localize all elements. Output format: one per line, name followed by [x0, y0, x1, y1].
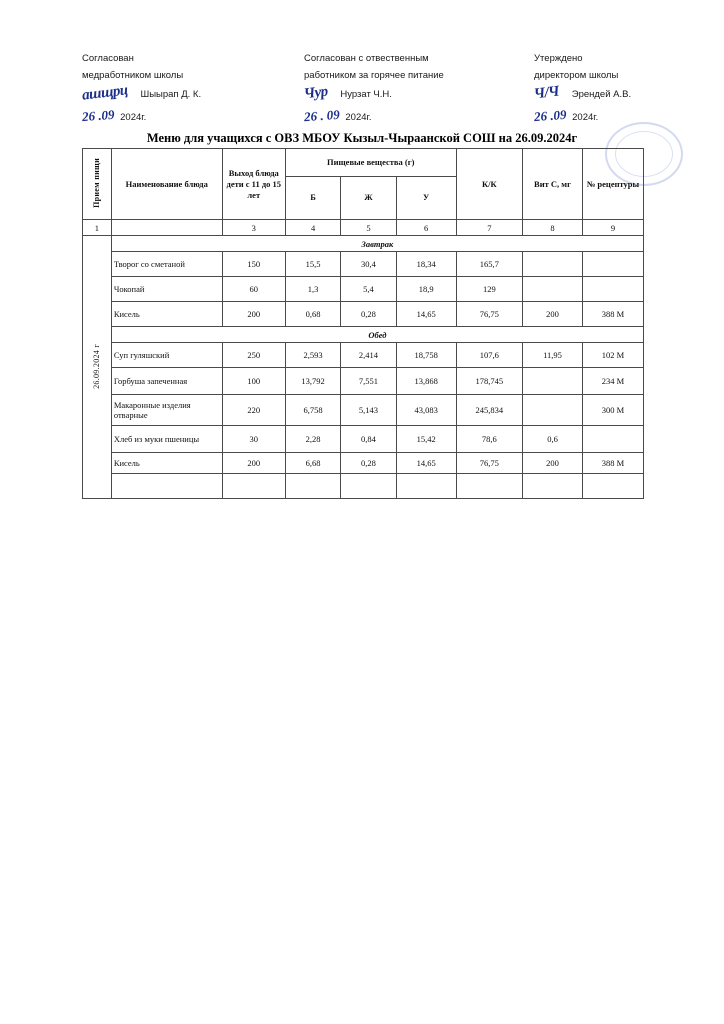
dish-kk: 78,6 — [456, 426, 523, 453]
dish-yield: 220 — [222, 395, 285, 426]
dish-kk: 76,75 — [456, 302, 523, 327]
table-row — [83, 453, 644, 474]
dish-protein: 2,28 — [285, 426, 340, 453]
col-number-8: 8 — [523, 220, 583, 236]
dish-protein: 6,68 — [285, 453, 340, 474]
dish-carbs: 13,868 — [396, 368, 456, 395]
dish-yield: 100 — [222, 368, 285, 395]
dish-vitc: 200 — [523, 302, 583, 327]
dish-yield: 150 — [222, 252, 285, 277]
dish-protein: 15,5 — [285, 252, 340, 277]
dish-recipe — [582, 277, 643, 302]
approval-medworker — [82, 50, 282, 125]
dish-vitc — [523, 252, 583, 277]
dish-name: Кисель — [111, 453, 222, 474]
approver-name: Шыырап Д. К. — [140, 89, 202, 100]
handwritten-date: 26 .09 — [81, 106, 115, 125]
table-row — [83, 395, 644, 426]
dish-protein-empty — [285, 474, 340, 499]
col-number-2 — [111, 220, 222, 236]
date-year: 2024г. — [345, 112, 372, 123]
approval-director — [534, 50, 724, 125]
col-number-4: 4 — [285, 220, 340, 236]
dish-vitc: 0,6 — [523, 426, 583, 453]
date-row — [304, 107, 534, 125]
section-title: Обед — [111, 327, 643, 343]
signature-row — [534, 85, 724, 107]
dish-recipe: 388 М — [582, 453, 643, 474]
dish-name: Суп гуляшский — [111, 343, 222, 368]
date-year: 2024г. — [120, 112, 147, 123]
header-protein: Б — [285, 176, 340, 219]
dish-name: Кисель — [111, 302, 222, 327]
header-nutrients: Пищевые вещества (г) — [285, 149, 456, 177]
header-kk: К/К — [456, 149, 523, 220]
dish-carbs: 15,42 — [396, 426, 456, 453]
section-title: Завтрак — [111, 236, 643, 252]
dish-recipe: 388 М — [582, 302, 643, 327]
header-recipe: № рецептуры — [582, 149, 643, 220]
dish-protein: 2,593 — [285, 343, 340, 368]
dish-kk: 107,6 — [456, 343, 523, 368]
signature-mark: ашщрц — [81, 82, 129, 104]
dish-carbs: 18,34 — [396, 252, 456, 277]
table-row-filler — [83, 474, 644, 499]
col-number-7: 7 — [456, 220, 523, 236]
header-yield: Выход блюда дети с 11 до 15 лет — [222, 149, 285, 220]
dish-carbs: 18,758 — [396, 343, 456, 368]
dish-recipe: 234 М — [582, 368, 643, 395]
dish-kk: 245,834 — [456, 395, 523, 426]
col-number-9: 9 — [582, 220, 643, 236]
dish-kk: 129 — [456, 277, 523, 302]
dish-name: Горбуша запеченная — [111, 368, 222, 395]
dish-yield: 60 — [222, 277, 285, 302]
dish-carbs: 43,083 — [396, 395, 456, 426]
approval-title-line2: медработником школы — [82, 70, 184, 81]
table-row — [83, 252, 644, 277]
signature-row — [304, 85, 534, 107]
header-dish: Наименование блюда — [111, 149, 222, 220]
dish-protein: 0,68 — [285, 302, 340, 327]
dish-yield-empty — [222, 474, 285, 499]
dish-name-empty — [111, 474, 222, 499]
header-fat: Ж — [341, 176, 396, 219]
dish-carbs-empty — [396, 474, 456, 499]
approval-title-line1: Согласован с отвественным — [304, 53, 429, 64]
dish-name: Чокопай — [111, 277, 222, 302]
dish-protein: 1,3 — [285, 277, 340, 302]
approval-food-worker — [304, 50, 534, 125]
header-meal: Прием пищи — [83, 149, 112, 220]
table-row — [83, 368, 644, 395]
dish-recipe: 300 М — [582, 395, 643, 426]
dish-fat: 0,84 — [341, 426, 396, 453]
header-carbs: У — [396, 176, 456, 219]
col-number-6: 6 — [396, 220, 456, 236]
dish-vitc — [523, 277, 583, 302]
col-number-1: 1 — [83, 220, 112, 236]
dish-kk-empty — [456, 474, 523, 499]
dish-yield: 200 — [222, 453, 285, 474]
dish-vitc-empty — [523, 474, 583, 499]
approval-title-line1: Согласован — [82, 53, 134, 64]
dish-protein: 13,792 — [285, 368, 340, 395]
dish-vitc — [523, 368, 583, 395]
meal-date-cell: 26.09.2024 г — [83, 236, 112, 499]
table-numbering-row — [83, 220, 644, 236]
dish-carbs: 18,9 — [396, 277, 456, 302]
table-header-row — [83, 149, 644, 177]
dish-kk: 178,745 — [456, 368, 523, 395]
date-year: 2024г. — [572, 112, 599, 123]
dish-recipe-empty — [582, 474, 643, 499]
dish-kk: 76,75 — [456, 453, 523, 474]
dish-carbs: 14,65 — [396, 453, 456, 474]
dish-vitc — [523, 395, 583, 426]
dish-name: Макаронные изделия отварные — [111, 395, 222, 426]
dish-name: Хлеб из муки пшеницы — [111, 426, 222, 453]
dish-carbs: 14,65 — [396, 302, 456, 327]
dish-fat: 5,4 — [341, 277, 396, 302]
page-title: Меню для учащихся с ОВЗ МБОУ Кызыл-Чыраанской СОШ на 26.09.2024г — [146, 131, 578, 145]
handwritten-date: 26 .09 — [533, 106, 567, 125]
dish-yield: 200 — [222, 302, 285, 327]
dish-fat: 7,551 — [341, 368, 396, 395]
dish-fat: 30,4 — [341, 252, 396, 277]
table-row — [83, 277, 644, 302]
col-number-3: 3 — [222, 220, 285, 236]
approval-title-line2: директором школы — [534, 70, 619, 81]
dish-kk: 165,7 — [456, 252, 523, 277]
col-number-5: 5 — [341, 220, 396, 236]
signature-mark: Ч/Ч — [533, 83, 560, 103]
approver-name: Нурзат Ч.Н. — [340, 89, 392, 100]
approval-title-line2: работником за горячее питание — [304, 70, 444, 81]
signature-row — [81, 82, 282, 107]
dish-protein: 6,758 — [285, 395, 340, 426]
section-header-lunch — [83, 327, 644, 343]
dish-fat: 2,414 — [341, 343, 396, 368]
approver-name: Эрендей А.В. — [571, 89, 632, 100]
dish-yield: 30 — [222, 426, 285, 453]
dish-recipe — [582, 252, 643, 277]
approvals-block — [82, 50, 698, 130]
dish-fat: 5,143 — [341, 395, 396, 426]
dish-vitc: 11,95 — [523, 343, 583, 368]
date-row — [534, 107, 724, 125]
signature-mark: Чур — [303, 83, 329, 103]
dish-fat: 0,28 — [341, 453, 396, 474]
dish-fat: 0,28 — [341, 302, 396, 327]
menu-table — [82, 148, 644, 499]
table-row — [83, 426, 644, 453]
dish-yield: 250 — [222, 343, 285, 368]
dish-fat-empty — [341, 474, 396, 499]
date-row — [82, 107, 282, 125]
dish-vitc: 200 — [523, 453, 583, 474]
handwritten-date: 26 . 09 — [303, 106, 341, 125]
approval-title-line1: Утерждено — [534, 53, 583, 64]
dish-recipe — [582, 426, 643, 453]
table-row — [83, 302, 644, 327]
header-vitc: Вит С, мг — [523, 149, 583, 220]
table-row — [83, 343, 644, 368]
section-header-breakfast — [83, 236, 644, 252]
dish-name: Творог со сметаной — [111, 252, 222, 277]
dish-recipe: 102 М — [582, 343, 643, 368]
